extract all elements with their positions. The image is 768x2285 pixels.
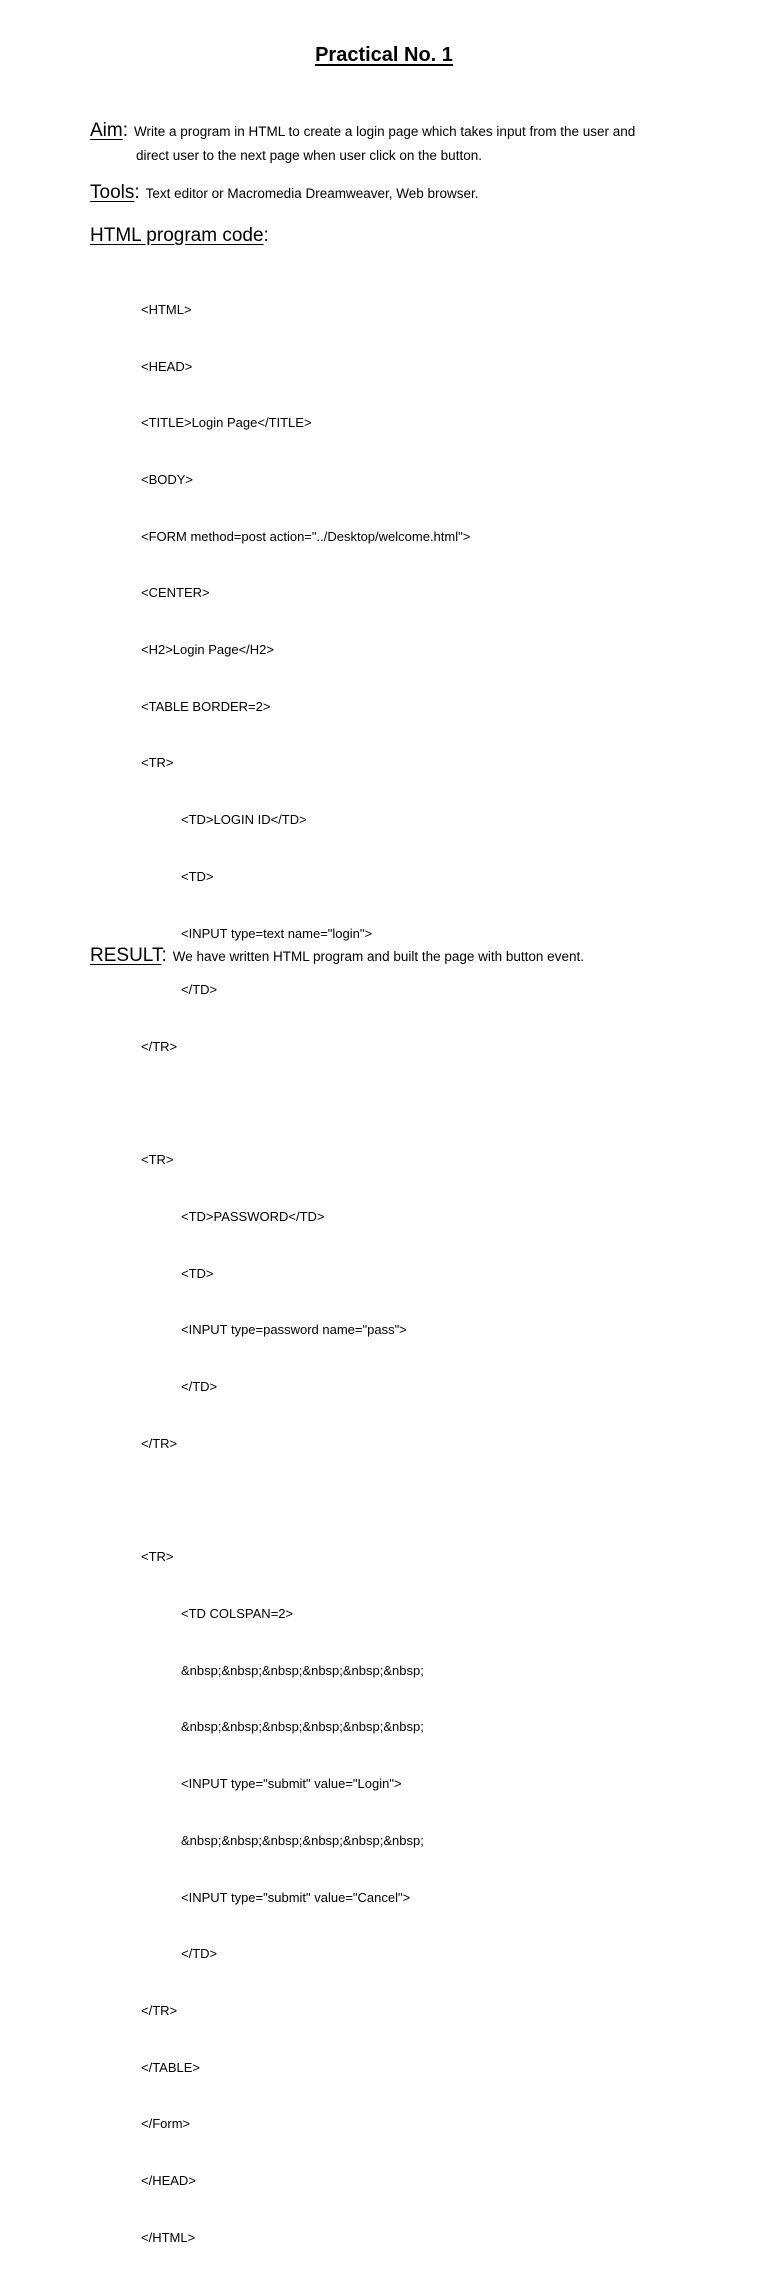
code-line: <TD>PASSWORD</TD> [181, 1209, 325, 1225]
code-line: </HTML> [141, 2229, 196, 2245]
code-line: <INPUT type=text name="login"> [181, 925, 373, 941]
code-line: </TD> [181, 982, 218, 998]
code-line: <TITLE>Login Page</TITLE> [141, 415, 312, 431]
aim-text-line-2: direct user to the next page when user click on the button. [136, 148, 482, 163]
code-line: <H2>Login Page</H2> [141, 642, 274, 658]
code-line-blank [141, 1492, 470, 1511]
code-line: </TR> [141, 2002, 178, 2018]
code-line: <TR> [141, 1549, 174, 1565]
code-line: <CENTER> [141, 585, 210, 601]
code-line: </Form> [141, 2116, 191, 2132]
code-section-heading [90, 225, 275, 247]
code-heading-colon: : [263, 225, 269, 246]
code-line: <BODY> [141, 471, 194, 487]
code-line: <TD> [181, 1265, 214, 1281]
code-line: <INPUT type=password name="pass"> [181, 1322, 407, 1338]
code-line: </TABLE> [141, 2059, 201, 2075]
result-colon: : [161, 945, 167, 966]
aim-colon: : [122, 120, 129, 141]
aim-heading: Aim [90, 120, 123, 141]
code-line: <TABLE BORDER=2> [141, 698, 271, 714]
aim-section [90, 120, 690, 163]
page-title: Practical No. 1 [315, 44, 453, 66]
code-line-blank [141, 1095, 470, 1114]
code-line: &nbsp;&nbsp;&nbsp;&nbsp;&nbsp;&nbsp; [181, 1832, 424, 1848]
code-line: &nbsp;&nbsp;&nbsp;&nbsp;&nbsp;&nbsp; [181, 1719, 424, 1735]
code-line: </TD> [181, 1379, 218, 1395]
code-line: <HEAD> [141, 358, 193, 374]
code-listing [141, 263, 470, 2285]
result-heading: RESULT [90, 945, 162, 966]
code-heading: HTML program code [90, 225, 264, 246]
result-text: We have written HTML program and built the page with button event. [172, 949, 584, 964]
code-line: <TD COLSPAN=2> [181, 1605, 294, 1621]
tools-text: Text editor or Macromedia Dreamweaver, Web browser. [145, 186, 479, 201]
code-line: <HTML> [141, 301, 192, 317]
tools-colon: : [134, 182, 140, 203]
code-line: <TR> [141, 755, 174, 771]
code-line: </HEAD> [141, 2173, 196, 2189]
code-line: <TR> [141, 1152, 174, 1168]
code-line: &nbsp;&nbsp;&nbsp;&nbsp;&nbsp;&nbsp; [181, 1662, 424, 1678]
code-line: </TR> [141, 1038, 178, 1054]
aim-text-line-1: Write a program in HTML to create a login page which takes input from the user and [134, 124, 636, 139]
code-line: <INPUT type="submit" value="Login"> [181, 1776, 402, 1792]
result-section [90, 945, 584, 967]
tools-section [90, 182, 479, 204]
code-line: <TD>LOGIN ID</TD> [181, 812, 307, 828]
code-line: <FORM method=post action="../Desktop/welcome.html"> [141, 528, 471, 544]
code-line: <INPUT type="submit" value="Cancel"> [181, 1889, 411, 1905]
code-line: <TD> [181, 868, 214, 884]
code-line: </TD> [181, 1946, 218, 1962]
code-line: </TR> [141, 1435, 178, 1451]
tools-heading: Tools [90, 182, 135, 203]
